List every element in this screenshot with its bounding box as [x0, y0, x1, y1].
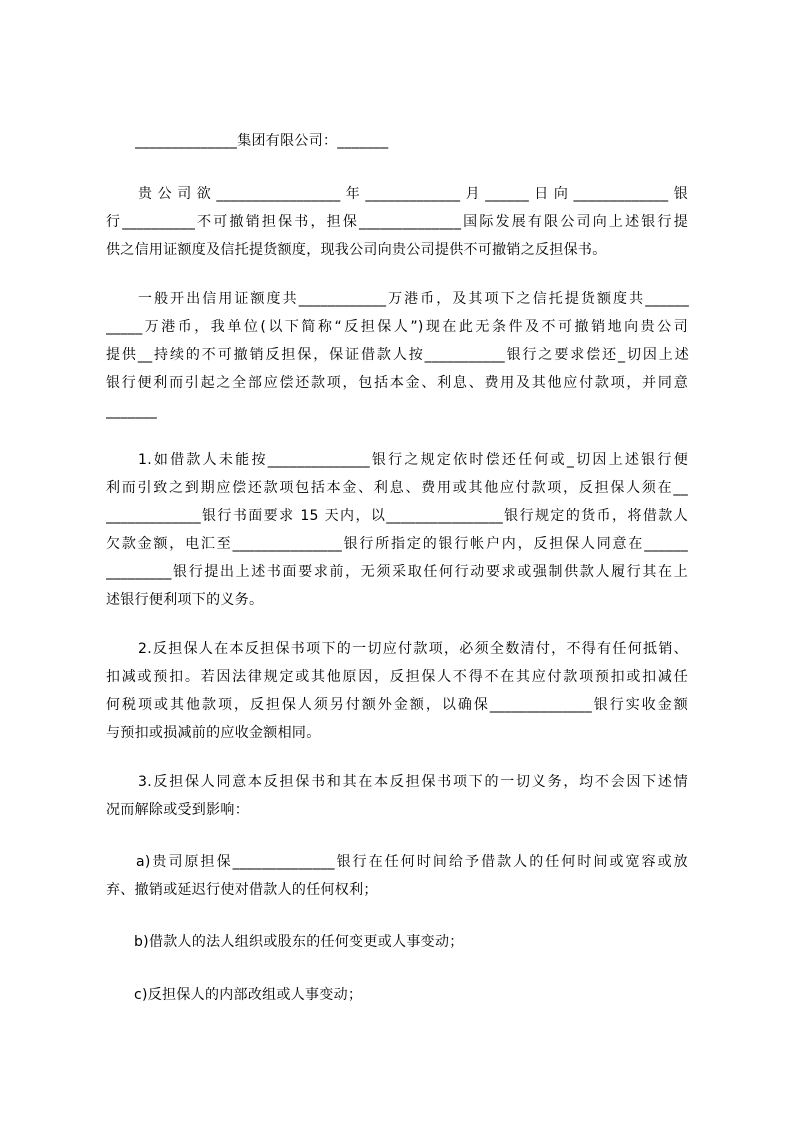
item-a-line-2: 弃、撤销或延迟行使对借款人的任何权利； — [106, 882, 378, 898]
credit-line-3: 提供__持续的不可撤销反担保，保证借款人按___________银行之要求偿还_切因上述 — [106, 347, 689, 363]
intro-line-1: 贵公司欲_________________年_____________月______日向_____________银 — [138, 186, 688, 202]
clause-1-line-6: 述银行便利项下的义务。 — [106, 592, 264, 608]
clause-1-line-4: 欠款金额，电汇至_______________银行所指定的银行帐户内，反担保人同意在______ — [106, 536, 688, 552]
clause-1-line-2: 利而引致之到期应偿还款项包括本金、利息、费用或其他应付款项，反担保人须在__ — [106, 480, 688, 496]
clause-1-line-5: _________银行提出上述书面要求前，无须采取任何行动要求或强制供款人履行其在上 — [106, 564, 688, 580]
intro-line-3: 供之信用证额度及信托提货额度，现我公司向贵公司提供不可撤销之反担保书。 — [106, 242, 607, 258]
clause-2-line-3: 何税项或其他款项，反担保人须另付额外金额，以确保______________银行实收金额 — [106, 697, 688, 713]
salutation-line: ______________集团有限公司：_______ — [135, 133, 389, 149]
item-b-line: b)借款人的法人组织或股东的任何变更或人事变动； — [134, 934, 464, 950]
clause-3-line-2: 况而解除或受到影响： — [106, 802, 249, 818]
clause-1-line-3: _____________银行书面要求 15 天内，以________________银行规定的货币，将借款人 — [106, 508, 688, 524]
credit-line-1: 一般开出信用证额度共____________万港币，及其项下之信托提货额度共______ — [138, 291, 689, 307]
credit-line-2: _____万港币，我单位(以下简称“反担保人”)现在此无条件及不可撤销地向贵公司 — [106, 319, 688, 335]
item-c-line: c)反担保人的内部改组或人事变动； — [134, 987, 363, 1003]
clause-2-line-4: 与预扣或损减前的应收金额相同。 — [106, 725, 321, 741]
credit-line-5: _______ — [106, 403, 158, 419]
clause-1-line-1: 1.如借款人未能按______________银行之规定依时偿还任何或_切因上述银行便 — [138, 452, 688, 468]
item-a-line-1: a)贵司原担保______________银行在任何时间给予借款人的任何时间或宽容或放 — [136, 854, 688, 870]
clause-2-line-1: 2.反担保人在本反担保书项下的一切应付款项，必须全数清付，不得有任何抵销、 — [138, 641, 688, 657]
clause-3-line-1: 3.反担保人同意本反担保书和其在本反担保书项下的一切义务，均不会因下述情 — [138, 774, 688, 790]
clause-2-line-2: 扣减或预扣。若因法律规定或其他原因，反担保人不得不在其应付款项预扣或扣减任 — [106, 669, 688, 685]
credit-line-4: 银行便利而引起之全部应偿还款项，包括本金、利息、费用及其他应付款项，并同意 — [106, 375, 688, 391]
intro-line-2: 行__________不可撤销担保书，担保______________国际发展有限公司向上述银行提 — [106, 214, 688, 230]
